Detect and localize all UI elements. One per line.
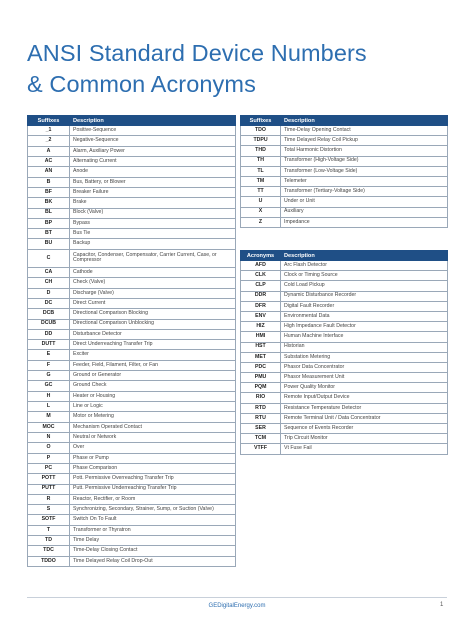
row-description: Phase Comparison: [70, 463, 236, 473]
row-code: TM: [241, 176, 281, 186]
row-code: M: [28, 412, 70, 422]
table-row: [241, 197, 448, 207]
table-row: [28, 319, 236, 329]
row-description: Time Delayed Relay Coil Pickup: [281, 136, 448, 146]
row-description: Phase or Pump: [70, 453, 236, 463]
row-code: RIO: [241, 393, 281, 403]
row-description: Pott. Permissive Overreaching Transfer Trip: [70, 474, 236, 484]
table-row: [241, 291, 448, 301]
row-description: Heater or Housing: [70, 391, 236, 401]
row-code: SER: [241, 424, 281, 434]
table-row: [241, 383, 448, 393]
row-code: PMU: [241, 373, 281, 383]
row-code: TL: [241, 166, 281, 176]
row-description: Direct Current: [70, 298, 236, 308]
table-row: [241, 311, 448, 321]
row-code: DDR: [241, 291, 281, 301]
row-description: Ground or Generator: [70, 371, 236, 381]
row-code: O: [28, 443, 70, 453]
row-code: HIZ: [241, 322, 281, 332]
table-row: [28, 136, 236, 146]
column-header-description: Description: [281, 116, 448, 126]
table-row: [28, 229, 236, 239]
row-description: Arc Flash Detector: [281, 261, 448, 271]
row-description: Power Quality Monitor: [281, 383, 448, 393]
row-description: Impedance: [281, 217, 448, 227]
row-code: PQM: [241, 383, 281, 393]
row-description: Anode: [70, 167, 236, 177]
row-code: HST: [241, 342, 281, 352]
table-row: [28, 474, 236, 484]
table-row: [28, 546, 236, 556]
table-row: [28, 381, 236, 391]
row-description: Transformer (Tertiary-Voltage Side): [281, 187, 448, 197]
row-code: BK: [28, 198, 70, 208]
row-code: TDPU: [241, 136, 281, 146]
table-row: [28, 505, 236, 515]
table-header-row: [28, 116, 236, 126]
table-row: [28, 556, 236, 566]
row-code: TDC: [28, 546, 70, 556]
row-code: PDC: [241, 362, 281, 372]
row-description: Substation Metering: [281, 352, 448, 362]
page-title: [27, 38, 367, 100]
row-code: DUTT: [28, 340, 70, 350]
table-row: [28, 443, 236, 453]
table-row: [241, 332, 448, 342]
table-row: [28, 402, 236, 412]
row-code: DCUB: [28, 319, 70, 329]
row-code: POTT: [28, 474, 70, 484]
row-code: BF: [28, 187, 70, 197]
row-description: Capacitor, Condenser, Compensator, Carrier Current, Case, or Compressor: [70, 249, 236, 267]
row-description: Motor or Metering: [70, 412, 236, 422]
table-row: [28, 167, 236, 177]
row-code: X: [241, 207, 281, 217]
table-row: [241, 322, 448, 332]
row-description: Dynamic Disturbance Recorder: [281, 291, 448, 301]
row-description: Phasor Measurement Unit: [281, 373, 448, 383]
row-description: Trip Circuit Monitor: [281, 434, 448, 444]
row-description: Phasor Data Concentrator: [281, 362, 448, 372]
row-description: Sequence of Events Recorder: [281, 424, 448, 434]
row-description: Time Delayed Relay Coil Drop-Out: [70, 556, 236, 566]
row-description: Check (Valve): [70, 278, 236, 288]
row-code: AFD: [241, 261, 281, 271]
row-code: TDO: [241, 126, 281, 136]
row-code: PC: [28, 463, 70, 473]
row-description: Positive-Sequence: [70, 126, 236, 136]
row-code: ENV: [241, 311, 281, 321]
row-description: Ground Check: [70, 381, 236, 391]
row-code: P: [28, 453, 70, 463]
row-description: Time-Delay Closing Contact: [70, 546, 236, 556]
table-row: [28, 371, 236, 381]
table-row: [241, 393, 448, 403]
table-row: [241, 424, 448, 434]
row-code: A: [28, 146, 70, 156]
row-code: C: [28, 249, 70, 267]
table-row: [28, 156, 236, 166]
row-code: BL: [28, 208, 70, 218]
row-code: GC: [28, 381, 70, 391]
row-code: BP: [28, 218, 70, 228]
table-row: [28, 350, 236, 360]
table-row: [28, 453, 236, 463]
table-row: [241, 176, 448, 186]
row-description: Mechanism Operated Contact: [70, 422, 236, 432]
table-row: [241, 146, 448, 156]
row-description: Human Machine Interface: [281, 332, 448, 342]
column-header-code: Suffixes: [28, 116, 70, 126]
row-description: Time-Delay Opening Contact: [281, 126, 448, 136]
table-row: [241, 373, 448, 383]
row-description: Alarm, Auxiliary Power: [70, 146, 236, 156]
row-code: G: [28, 371, 70, 381]
row-code: DD: [28, 329, 70, 339]
column-header-description: Description: [281, 251, 448, 261]
row-code: RTD: [241, 403, 281, 413]
page-title-line2: & Common Acronyms: [27, 71, 256, 97]
row-description: Telemeter: [281, 176, 448, 186]
table-row: [28, 340, 236, 350]
row-description: Transformer or Thyratron: [70, 525, 236, 535]
row-description: Remote Terminal Unit / Data Concentrator: [281, 413, 448, 423]
footer-website-link[interactable]: GEDigitalEnergy.com: [208, 603, 266, 609]
row-description: Line or Logic: [70, 402, 236, 412]
table-row: [241, 126, 448, 136]
row-description: Remote Input/Output Device: [281, 393, 448, 403]
table-row: [28, 515, 236, 525]
row-code: CA: [28, 267, 70, 277]
table-row: [241, 281, 448, 291]
row-description: Directional Comparison Blocking: [70, 309, 236, 319]
table-header-row: [241, 116, 448, 126]
row-description: Alternating Current: [70, 156, 236, 166]
table-row: [241, 301, 448, 311]
table-row: [241, 217, 448, 227]
row-code: TCM: [241, 434, 281, 444]
row-code: THD: [241, 146, 281, 156]
table-row: [28, 288, 236, 298]
table-row: [241, 136, 448, 146]
row-code: DCB: [28, 309, 70, 319]
table-row: [28, 208, 236, 218]
row-code: _1: [28, 126, 70, 136]
table-row: [28, 146, 236, 156]
row-code: E: [28, 350, 70, 360]
column-header-code: Suffixes: [241, 116, 281, 126]
row-code: L: [28, 402, 70, 412]
row-code: _2: [28, 136, 70, 146]
row-code: CLK: [241, 271, 281, 281]
row-code: RTU: [241, 413, 281, 423]
row-description: Vt Fuse Fail: [281, 444, 448, 454]
table-row: [28, 249, 236, 267]
table-header-row: [241, 251, 448, 261]
row-description: Disturbance Detector: [70, 329, 236, 339]
table-row: [241, 342, 448, 352]
row-description: Total Harmonic Distortion: [281, 146, 448, 156]
row-description: High Impedance Fault Detector: [281, 322, 448, 332]
table-row: [241, 261, 448, 271]
row-code: SOTF: [28, 515, 70, 525]
row-description: Historian: [281, 342, 448, 352]
table-row: [28, 187, 236, 197]
row-description: Over: [70, 443, 236, 453]
row-code: VTFF: [241, 444, 281, 454]
table-row: [28, 484, 236, 494]
table-row: [241, 271, 448, 281]
row-description: Breaker Failure: [70, 187, 236, 197]
row-description: Discharge (Valve): [70, 288, 236, 298]
row-description: Directional Comparison Unblocking: [70, 319, 236, 329]
row-description: Bus Tie: [70, 229, 236, 239]
row-code: HMI: [241, 332, 281, 342]
table-row: [28, 525, 236, 535]
column-header-code: Acronyms: [241, 251, 281, 261]
table-row: [28, 536, 236, 546]
table-row: [241, 403, 448, 413]
row-description: Time Delay: [70, 536, 236, 546]
page-number: 1: [440, 602, 444, 608]
page-title-line1: ANSI Standard Device Numbers: [27, 40, 367, 66]
row-code: AN: [28, 167, 70, 177]
table-row: [28, 309, 236, 319]
column-header-description: Description: [70, 116, 236, 126]
table-row: [28, 126, 236, 136]
row-description: Exciter: [70, 350, 236, 360]
row-description: Putt. Permissive Underreaching Transfer Trip: [70, 484, 236, 494]
row-code: D: [28, 288, 70, 298]
row-description: Switch On To Fault: [70, 515, 236, 525]
table-row: [241, 413, 448, 423]
row-code: BT: [28, 229, 70, 239]
row-description: Clock or Timing Source: [281, 271, 448, 281]
table-row: [28, 198, 236, 208]
table-row: [28, 218, 236, 228]
row-code: BU: [28, 239, 70, 249]
row-description: Neutral or Network: [70, 432, 236, 442]
row-code: DC: [28, 298, 70, 308]
row-code: CH: [28, 278, 70, 288]
table-row: [241, 187, 448, 197]
row-description: Auxiliary: [281, 207, 448, 217]
footer-divider: [27, 597, 447, 598]
row-description: Direct Underreaching Transfer Trip: [70, 340, 236, 350]
row-code: MOC: [28, 422, 70, 432]
row-code: Z: [241, 217, 281, 227]
row-description: Resistance Temperature Detector: [281, 403, 448, 413]
table-row: [28, 432, 236, 442]
table-row: [28, 298, 236, 308]
table-row: [28, 177, 236, 187]
row-code: N: [28, 432, 70, 442]
row-code: R: [28, 494, 70, 504]
table-row: [28, 329, 236, 339]
row-code: CLP: [241, 281, 281, 291]
row-description: Brake: [70, 198, 236, 208]
row-code: F: [28, 360, 70, 370]
row-description: Transformer (Low-Voltage Side): [281, 166, 448, 176]
table-row: [241, 434, 448, 444]
table-row: [28, 278, 236, 288]
table-row: [28, 391, 236, 401]
table-row: [241, 156, 448, 166]
row-description: Negative-Sequence: [70, 136, 236, 146]
row-description: Synchronizing, Secondary, Strainer, Sump, or Suction (Valve): [70, 505, 236, 515]
table-row: [241, 362, 448, 372]
row-code: B: [28, 177, 70, 187]
row-description: Environmental Data: [281, 311, 448, 321]
table-row: [28, 267, 236, 277]
row-description: Feeder, Field, Filament, Filter, or Fan: [70, 360, 236, 370]
row-description: Cold Load Pickup: [281, 281, 448, 291]
table-row: [241, 166, 448, 176]
row-description: Transformer (High-Voltage Side): [281, 156, 448, 166]
row-code: TT: [241, 187, 281, 197]
row-code: U: [241, 197, 281, 207]
row-code: H: [28, 391, 70, 401]
table-row: [28, 463, 236, 473]
table-row: [28, 360, 236, 370]
row-code: PUTT: [28, 484, 70, 494]
row-description: Backup: [70, 239, 236, 249]
row-code: TD: [28, 536, 70, 546]
row-code: AC: [28, 156, 70, 166]
table-row: [241, 207, 448, 217]
row-code: DFR: [241, 301, 281, 311]
suffixes-table: [27, 115, 236, 567]
table-row: [28, 412, 236, 422]
row-description: Digital Fault Recorder: [281, 301, 448, 311]
row-description: Under or Unit: [281, 197, 448, 207]
table-row: [241, 352, 448, 362]
row-code: S: [28, 505, 70, 515]
acronyms-table: [240, 250, 448, 455]
table-row: [28, 494, 236, 504]
row-description: Bus, Battery, or Blower: [70, 177, 236, 187]
row-description: Bypass: [70, 218, 236, 228]
table-row: [28, 422, 236, 432]
row-code: T: [28, 525, 70, 535]
row-code: TDDO: [28, 556, 70, 566]
row-code: MET: [241, 352, 281, 362]
suffixes-table-continued: [240, 115, 448, 228]
table-row: [241, 444, 448, 454]
row-description: Reactor, Rectifier, or Room: [70, 494, 236, 504]
table-row: [28, 239, 236, 249]
row-description: Cathode: [70, 267, 236, 277]
row-description: Block (Valve): [70, 208, 236, 218]
row-code: TH: [241, 156, 281, 166]
